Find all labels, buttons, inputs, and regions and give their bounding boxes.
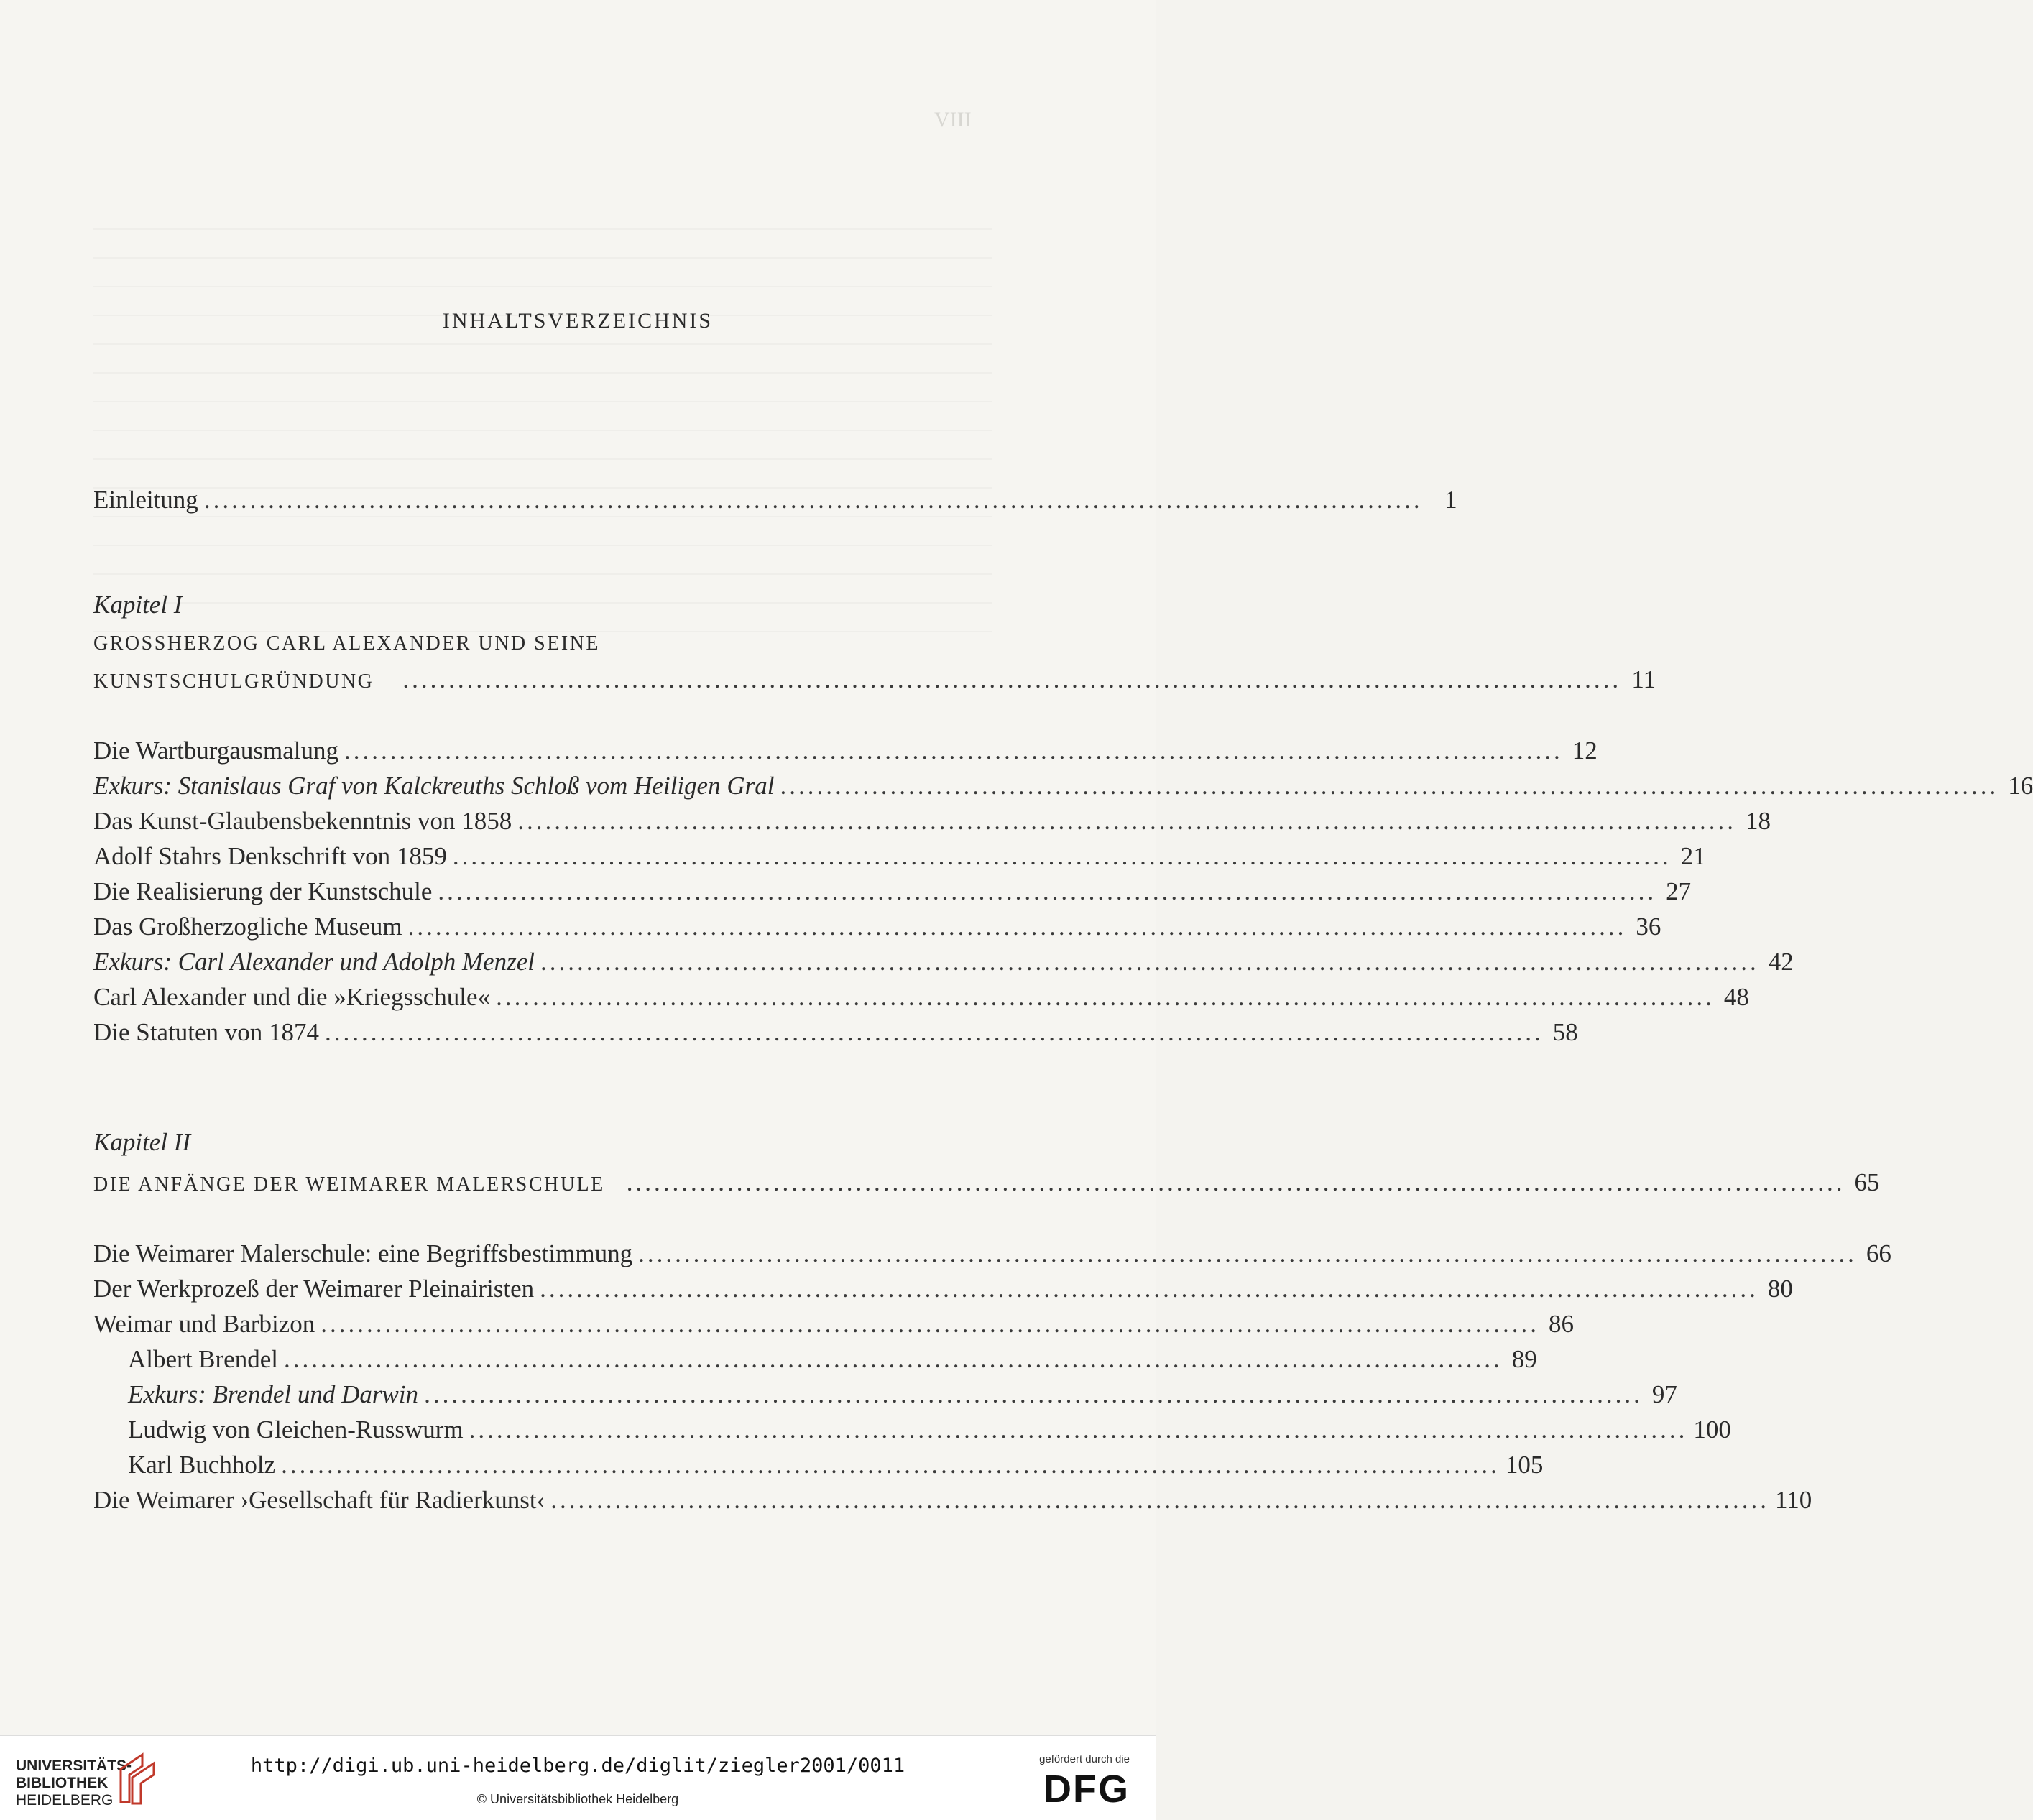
toc-entry[interactable] — [128, 1449, 1544, 1481]
entry-page: 48 — [1723, 983, 1749, 1011]
toc-entry[interactable] — [93, 1238, 1891, 1270]
entry-page: 27 — [1666, 877, 1692, 905]
toc-entry-chapter2[interactable] — [93, 1167, 1880, 1201]
leader-dots: ..................................................................................................................................... — [550, 1486, 1769, 1514]
leader-dots: ..................................................................................................................................... — [496, 983, 1715, 1011]
leader-dots: ..................................................................................................................................... — [283, 1345, 1503, 1373]
toc-entry[interactable] — [93, 981, 1749, 1013]
leader-dots: ..................................................................................................................................... — [402, 665, 1622, 693]
leader-dots: ..................................................................................................................................... — [424, 1380, 1643, 1408]
toc-entry[interactable] — [93, 1273, 1793, 1305]
toc-entry[interactable] — [93, 1308, 1574, 1340]
entry-label: Adolf Stahrs Denkschrift von 1859 — [93, 842, 447, 870]
toc-entry[interactable] — [93, 946, 1794, 978]
copyright-text: © Universitätsbibliothek Heidelberg — [476, 1792, 679, 1806]
leader-dots: ..................................................................................................................................... — [626, 1168, 1845, 1196]
chapter-label: Kapitel II — [93, 1128, 191, 1156]
entry-page: 110 — [1775, 1486, 1812, 1514]
leader-dots: ..................................................................................................................................... — [203, 486, 1423, 514]
entry-page: 11 — [1631, 665, 1656, 693]
source-url-link[interactable]: http://digi.ub.uni-heidelberg.de/diglit/ziegler2001/0011 — [250, 1755, 905, 1777]
entry-label: Das Großherzogliche Museum — [93, 913, 402, 941]
leader-dots: ..................................................................................................................................... — [344, 736, 1563, 765]
entry-page: 1 — [1444, 486, 1457, 514]
entry-page: 80 — [1767, 1275, 1793, 1303]
toc-entry-chapter1[interactable] — [93, 664, 1656, 698]
toc-entry[interactable] — [128, 1344, 1537, 1375]
entry-page: 42 — [1768, 948, 1794, 976]
leader-dots: ..................................................................................................................................... — [452, 842, 1672, 870]
chapter-label: Kapitel I — [93, 591, 183, 619]
entry-label: Karl Buchholz — [128, 1451, 276, 1479]
entry-page: 21 — [1680, 842, 1706, 870]
entry-label: Exkurs: Stanislaus Graf von Kalckreuths Schloß vom Heiligen Gral — [93, 772, 775, 800]
entry-page: 105 — [1505, 1451, 1544, 1479]
toc-entry[interactable] — [93, 1017, 1578, 1048]
library-name-line: HEIDELBERG — [16, 1792, 114, 1809]
leader-dots: ..................................................................................................................................... — [321, 1310, 1539, 1338]
entry-label: Exkurs: Carl Alexander und Adolph Menzel — [93, 948, 535, 976]
entry-page: 66 — [1866, 1239, 1891, 1267]
toc-entry[interactable] — [93, 876, 1692, 907]
leader-dots: ..................................................................................................................................... — [407, 913, 1627, 941]
leader-dots: ..................................................................................................................................... — [438, 877, 1657, 905]
funding-caption: gefördert durch die — [1039, 1753, 1130, 1765]
toc-entry-einleitung[interactable] — [93, 484, 1457, 516]
entry-page: 100 — [1693, 1415, 1731, 1443]
toc-entry[interactable] — [93, 735, 1598, 767]
chapter-title-line: KUNSTSCHULGRÜNDUNG — [93, 670, 374, 693]
leader-dots: ..................................................................................................................................... — [540, 1275, 1758, 1303]
entry-label: Die Weimarer ›Gesellschaft für Radierkunst‹ — [93, 1486, 545, 1514]
entry-label: Ludwig von Gleichen-Russwurm — [128, 1415, 464, 1443]
entry-page: 58 — [1552, 1018, 1578, 1046]
entry-label: Die Statuten von 1874 — [93, 1018, 319, 1046]
toc-entry[interactable] — [93, 805, 1771, 837]
leader-dots: ..................................................................................................................................... — [638, 1239, 1857, 1267]
entry-label: Albert Brendel — [128, 1345, 278, 1373]
toc-entry[interactable] — [93, 770, 2033, 802]
entry-page: 65 — [1854, 1168, 1880, 1196]
leader-dots: ..................................................................................................................................... — [540, 948, 1759, 976]
chapter-title-line: DIE ANFÄNGE DER WEIMARER MALERSCHULE — [93, 1173, 605, 1196]
library-name-line: BIBLIOTHEK — [16, 1775, 109, 1791]
toc-entry[interactable] — [93, 1484, 1812, 1516]
leader-dots: ..................................................................................................................................... — [281, 1451, 1500, 1479]
toc-title: INHALTSVERZEICHNIS — [442, 309, 714, 333]
entry-label: Der Werkprozeß der Weimarer Pleinairisten — [93, 1275, 535, 1303]
toc-entry[interactable] — [128, 1379, 1677, 1410]
dfg-logo: DFG — [1043, 1768, 1130, 1811]
toc-entry[interactable] — [93, 911, 1661, 943]
chapter-title-line: GROSSHERZOG CARL ALEXANDER UND SEINE — [93, 632, 600, 655]
toc-entry[interactable] — [128, 1414, 1731, 1446]
entry-label: Die Realisierung der Kunstschule — [93, 877, 433, 905]
entry-page: 36 — [1636, 913, 1661, 941]
entry-page: 86 — [1548, 1310, 1574, 1338]
leader-dots: ..................................................................................................................................... — [780, 772, 1999, 800]
entry-page: 89 — [1511, 1345, 1537, 1373]
leader-dots: ..................................................................................................................................... — [517, 807, 1737, 835]
leader-dots: ..................................................................................................................................... — [325, 1018, 1544, 1046]
leader-dots: ..................................................................................................................................... — [469, 1415, 1688, 1443]
entry-page: 18 — [1746, 807, 1771, 835]
entry-label: Das Kunst-Glaubensbekenntnis von 1858 — [93, 807, 512, 835]
entry-label: Exkurs: Brendel und Darwin — [128, 1380, 419, 1408]
entry-label: Die Weimarer Malerschule: eine Begriffsbestimmung — [93, 1239, 633, 1267]
footer-bar — [0, 1735, 1156, 1820]
entry-page: 97 — [1651, 1380, 1677, 1408]
toc-entry[interactable] — [93, 841, 1706, 872]
show-through-lines — [93, 201, 992, 632]
entry-label: Carl Alexander und die »Kriegsschule« — [93, 983, 491, 1011]
library-name-line: UNIVERSITÄTS- — [16, 1757, 132, 1774]
entry-page: 12 — [1572, 736, 1598, 765]
entry-label: Die Wartburgausmalung — [93, 736, 338, 765]
entry-label: Einleitung — [93, 486, 198, 514]
entry-label: Weimar und Barbizon — [93, 1310, 315, 1338]
entry-page: 16 — [2008, 772, 2033, 800]
show-through-text: VIII — [934, 108, 972, 131]
